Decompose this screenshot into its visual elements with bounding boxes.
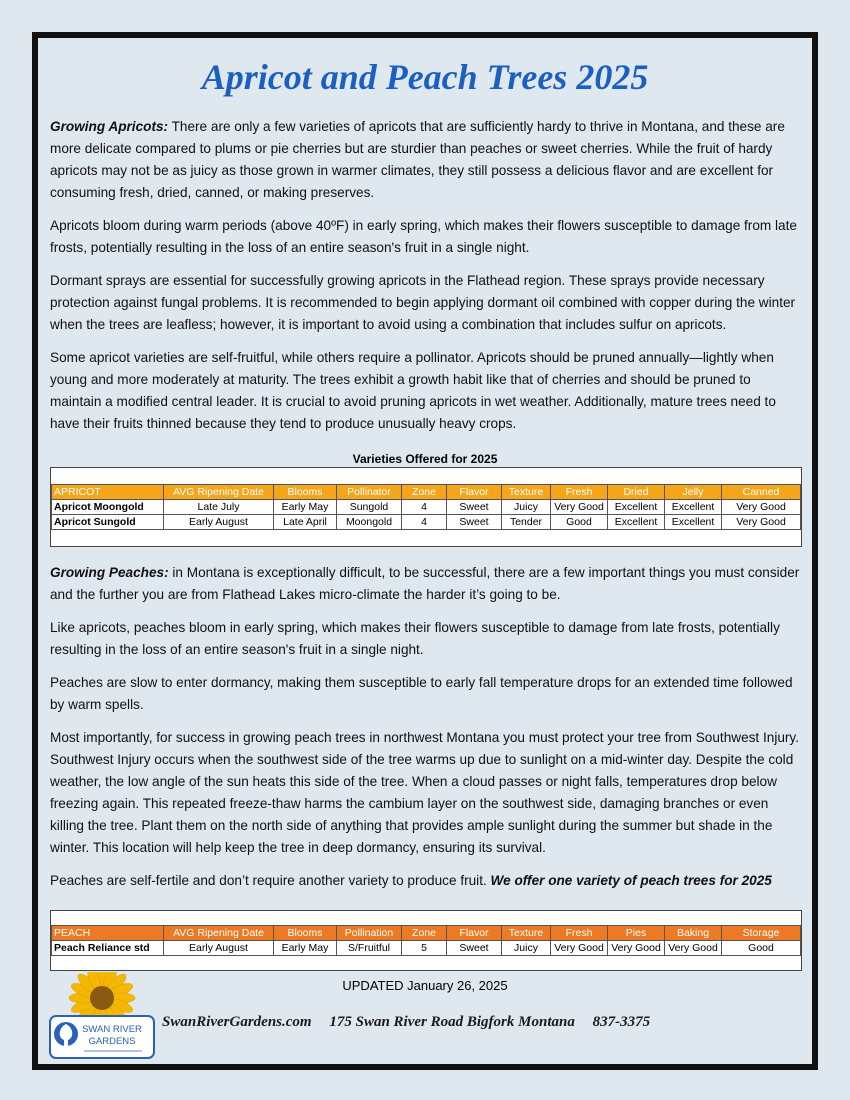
apricots-p2: Apricots bloom during warm periods (above 40ºF) in early spring, which makes their flowers susceptible to damage from late frosts, potentially resulting in the loss of an entire season's fruit in a single night. — [50, 218, 797, 255]
table-cell: Sweet — [447, 515, 502, 530]
table-cell: Tender — [502, 515, 551, 530]
col-header: Pies — [608, 926, 665, 941]
col-header: AVG Ripening Date — [164, 485, 274, 500]
table-spacer — [51, 468, 801, 484]
apricots-p3: Dormant sprays are essential for successfully growing apricots in the Flathead region. These sprays provide necessary protection against fungal problems. It is recommended to begin applying dormant oil combined with copper during the winter when the trees are leafless; however, it is important to avoid using a combination that includes sulfur on apricots. — [50, 273, 796, 332]
apricot-header-row — [52, 485, 801, 500]
address: 175 Swan River Road Bigfork Montana — [329, 1014, 575, 1030]
logo-line2: GARDENS — [88, 1036, 136, 1047]
table-cell: Very Good — [722, 515, 801, 530]
table-cell: Early May — [274, 941, 337, 956]
table-cell: Excellent — [665, 500, 722, 515]
table-cell: Late April — [274, 515, 337, 530]
variety-name: Apricot Sungold — [52, 515, 164, 530]
peaches-p5: Peaches are self-fertile and don’t require another variety to produce fruit. — [50, 873, 491, 888]
col-header: Storage — [722, 926, 801, 941]
table-cell: Excellent — [665, 515, 722, 530]
peaches-p3: Peaches are slow to enter dormancy, making them susceptible to early fall temperature drops for an extended time followed by warm spells. — [50, 675, 793, 712]
table-row — [52, 941, 801, 956]
table-cell: Sweet — [447, 941, 502, 956]
col-header: Canned — [722, 485, 801, 500]
variety-name: Apricot Moongold — [52, 500, 164, 515]
col-header: Baking — [665, 926, 722, 941]
table-cell: Very Good — [722, 500, 801, 515]
peaches-p4: Most importantly, for success in growing peach trees in northwest Montana you must protect your tree from Southwest Injury. Southwest Injury occurs when the southwest side of the tree warms up due to sunlight on a mid-winter day. Despite the cold weather, the low angle of the sun heats this side of the tree. When a cloud passes or night falls, temperatures drop below freezing again. This repeated freeze-thaw harms the cambium layer on the southwest side, damaging branches or even killing the tree. Plant them on the north side of anything that provides ample sunlight during the summer but shade in the winter. This location will help keep the tree in deep dormancy, ensuring its survival. — [50, 730, 799, 855]
peaches-p1: in Montana is exceptionally difficult, to be successful, there are a few important things you must consider and the further you are from Flathead Lakes micro-climate the harder it’s going to be. — [50, 565, 800, 602]
table-cell: S/Fruitful — [337, 941, 402, 956]
peach-table — [50, 910, 802, 971]
table-cell: Early August — [164, 941, 274, 956]
peaches-p2: Like apricots, peaches bloom in early spring, which makes their flowers susceptible to damage from late frosts, potentially resulting in the loss of an entire season's fruit in a single night. — [50, 620, 780, 657]
col-header: Pollinator — [337, 485, 402, 500]
col-header: AVG Ripening Date — [164, 926, 274, 941]
page-frame — [32, 32, 818, 1070]
table-row — [52, 500, 801, 515]
col-header: Pollination — [337, 926, 402, 941]
col-header: Fresh — [551, 926, 608, 941]
col-header: Fresh — [551, 485, 608, 500]
table-cell: Very Good — [551, 500, 608, 515]
sunflower-tree-logo — [48, 972, 156, 1060]
table-spacer — [51, 530, 801, 546]
table-row — [52, 515, 801, 530]
website-link[interactable]: SwanRiverGardens.com — [162, 1014, 312, 1030]
col-header: PEACH — [52, 926, 164, 941]
peaches-lead: Growing Peaches: — [50, 565, 169, 580]
table-cell: 4 — [402, 500, 447, 515]
table-cell: Good — [722, 941, 801, 956]
table-cell: Good — [551, 515, 608, 530]
page-title: Apricot and Peach Trees 2025 — [201, 57, 649, 97]
apricots-p1: There are only a few varieties of apricots that are sufficiently hardy to thrive in Montana, and these are more delicate compared to plums or pie cherries but are sturdier than peaches or sweet cherries. While the fruit of hardy apricots may not be as juicy as those grown in warmer climates, they still possess a delicious flavor and are excellent for consuming fresh, dried, canned, or making preserves. — [50, 119, 785, 200]
col-header: Zone — [402, 926, 447, 941]
apricots-intro — [50, 116, 802, 435]
col-header: Dried — [608, 485, 665, 500]
apricots-lead: Growing Apricots: — [50, 119, 169, 134]
table-cell: Very Good — [608, 941, 665, 956]
col-header: Jelly — [665, 485, 722, 500]
col-header: Flavor — [447, 926, 502, 941]
table-cell: Juicy — [502, 941, 551, 956]
phone: 837-3375 — [592, 1014, 651, 1030]
col-header: Texture — [502, 485, 551, 500]
peaches-intro — [50, 562, 802, 892]
col-header: APRICOT — [52, 485, 164, 500]
table-spacer — [51, 911, 801, 925]
table-spacer — [51, 956, 801, 970]
table-cell: Early August — [164, 515, 274, 530]
col-header: Texture — [502, 926, 551, 941]
peaches-offer: We offer one variety of peach trees for 2025 — [490, 873, 772, 888]
table-cell: 4 — [402, 515, 447, 530]
col-header: Blooms — [274, 485, 337, 500]
apricot-table — [50, 467, 802, 547]
table-cell: Late July — [164, 500, 274, 515]
peach-header-row — [52, 926, 801, 941]
footer-contact — [162, 1014, 664, 1031]
col-header: Flavor — [447, 485, 502, 500]
logo-line1: SWAN RIVER — [82, 1024, 142, 1035]
table-cell: 5 — [402, 941, 447, 956]
table-cell: Juicy — [502, 500, 551, 515]
apricots-p4: Some apricot varieties are self-fruitful, while others require a pollinator. Apricots should be pruned annually—lightly when young and more moderately at maturity. The trees exhibit a growth habit like that of cherries and should be pruned to maintain a modified central leader. It is crucial to avoid pruning apricots in wet weather. Additionally, mature trees need to have their fruits thinned because they tend to produce unusually heavy crops. — [50, 350, 776, 431]
table-cell: Excellent — [608, 500, 665, 515]
updated-date: UPDATED January 26, 2025 — [342, 978, 508, 993]
col-header: Blooms — [274, 926, 337, 941]
table-cell: Sweet — [447, 500, 502, 515]
table-cell: Very Good — [551, 941, 608, 956]
table-cell: Sungold — [337, 500, 402, 515]
table-cell: Moongold — [337, 515, 402, 530]
apricot-table-caption: Varieties Offered for 2025 — [352, 452, 498, 466]
table-cell: Excellent — [608, 515, 665, 530]
table-cell: Very Good — [665, 941, 722, 956]
table-cell: Early May — [274, 500, 337, 515]
variety-name: Peach Reliance std — [52, 941, 164, 956]
col-header: Zone — [402, 485, 447, 500]
